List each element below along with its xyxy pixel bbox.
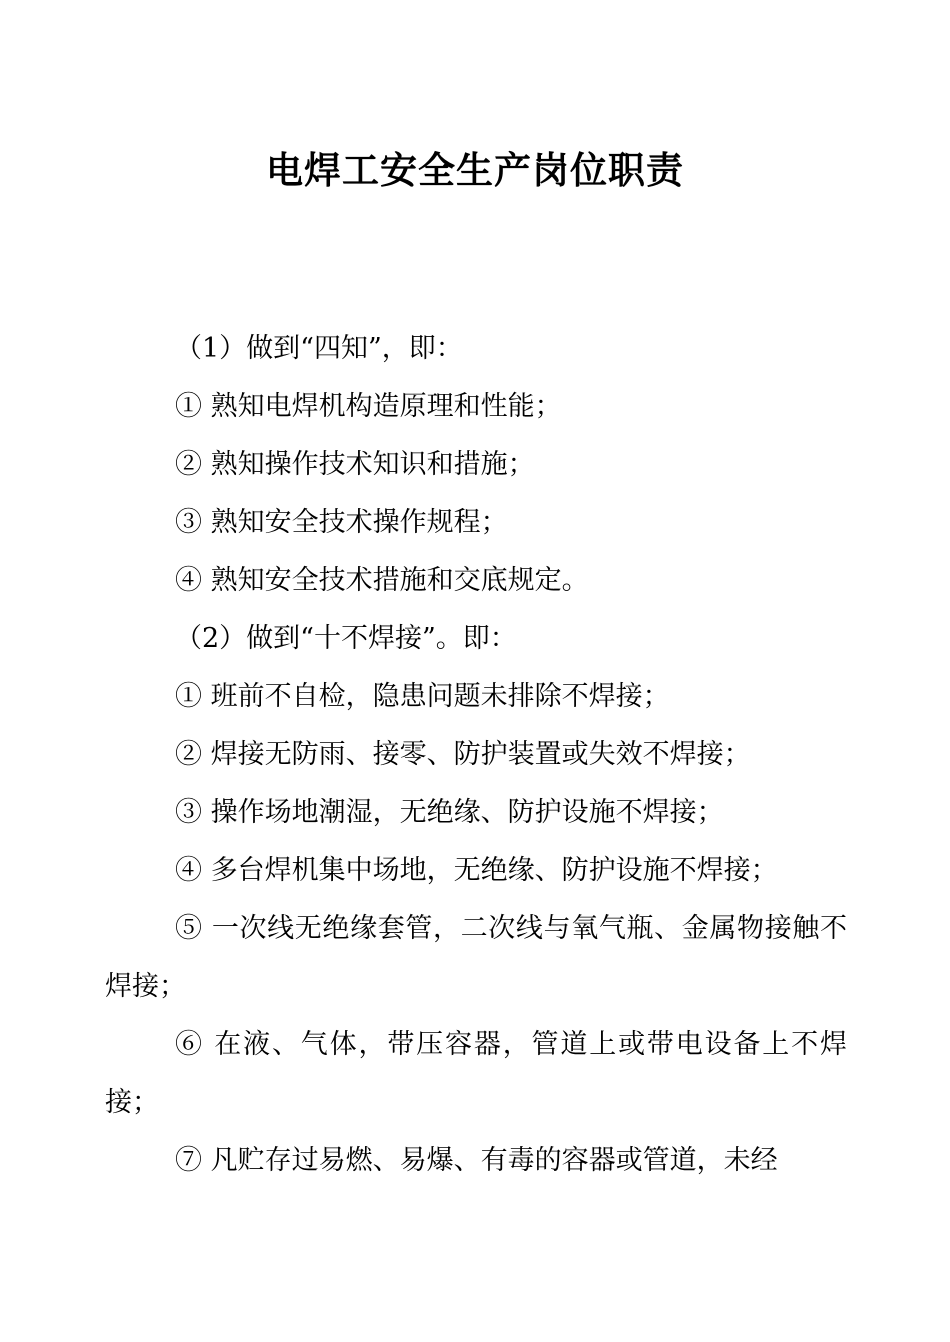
page-title: 电焊工安全生产岗位职责: [266, 149, 684, 192]
paragraph-know-4: ④ 熟知安全技术措施和交底规定。: [175, 565, 589, 596]
paragraph-know-3: ③ 熟知安全技术操作规程；: [175, 507, 508, 538]
paragraph-no-weld-1: ① 班前不自检，隐患问题未排除不焊接；: [175, 681, 670, 712]
paragraph-no-weld-3: ③ 操作场地潮湿，无绝缘、防护设施不焊接；: [175, 797, 724, 828]
document-body: [105, 320, 847, 1190]
paragraph-no-weld-2: ② 焊接无防雨、接零、防护装置或失效不焊接；: [175, 739, 751, 770]
paragraph-know-2: ② 熟知操作技术知识和措施；: [175, 449, 535, 480]
paragraph-no-weld-7: ⑦ 凡贮存过易燃、易爆、有毒的容器或管道，未经: [175, 1145, 778, 1176]
paragraph-no-weld-6: ⑥ 在液、气体，带压容器，管道上或带电设备上不焊接；: [105, 1029, 847, 1118]
paragraph-ten-no-weld-heading: （2）做到“十不焊接”。即：: [175, 623, 517, 654]
paragraph-four-knows-heading: （1）做到“四知”，即：: [175, 333, 463, 364]
paragraph-no-weld-4: ④ 多台焊机集中场地，无绝缘、防护设施不焊接；: [175, 855, 778, 886]
paragraph-know-1: ① 熟知电焊机构造原理和性能；: [175, 391, 562, 422]
paragraph-no-weld-5: ⑤ 一次线无绝缘套管，二次线与氧气瓶、金属物接触不焊接；: [105, 913, 847, 1002]
